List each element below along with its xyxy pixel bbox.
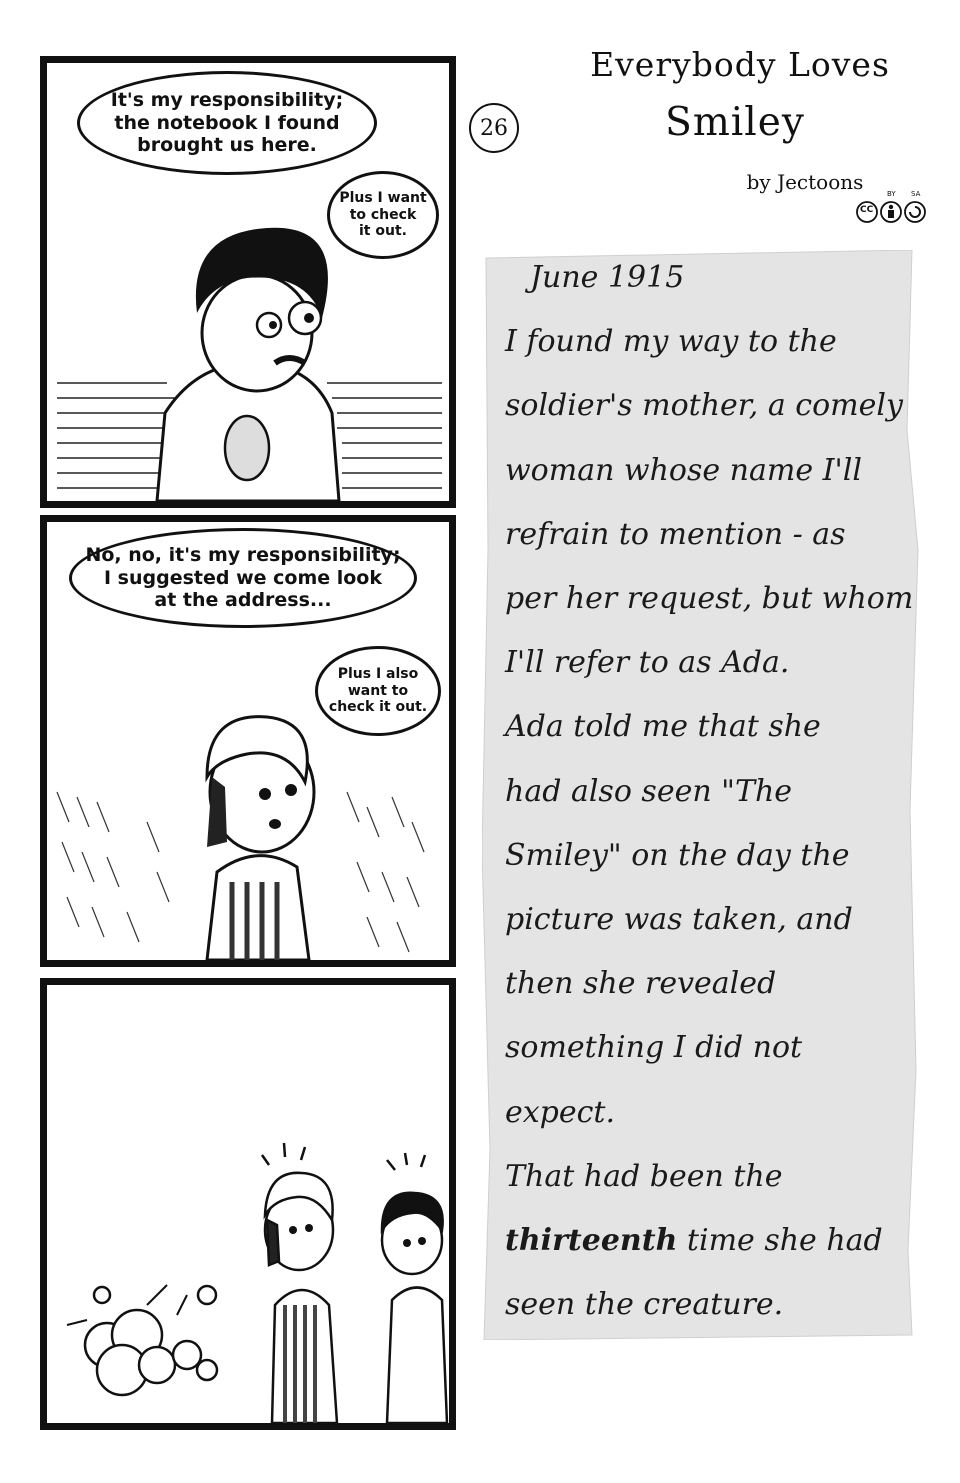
notebook-line: seen the creature. xyxy=(505,1287,784,1323)
notebook-line: expect. xyxy=(505,1094,616,1130)
sa-icon xyxy=(905,202,925,222)
notebook-line: I'll refer to as Ada. xyxy=(505,645,790,681)
page-number-badge xyxy=(469,103,519,153)
speech-bubble-1b xyxy=(327,171,439,259)
notebook-line: June 1915 xyxy=(530,260,685,295)
speech-text: It's my responsibility; the notebook I found brought us here. xyxy=(110,88,344,157)
comic-title-line-2: Smiley xyxy=(665,100,805,145)
emphasis-rest: time she had xyxy=(677,1223,883,1258)
speech-bubble-2b xyxy=(315,646,441,736)
author-byline: by Jectoons xyxy=(746,170,864,194)
notebook-line: then she revealed xyxy=(505,966,777,1002)
speech-bubble-1a xyxy=(77,71,377,175)
notebook-line: woman whose name I'll xyxy=(505,452,862,488)
speech-text: No, no, it's my responsibility; I suggested we come look at the address... xyxy=(85,543,401,612)
cc-label: CC xyxy=(860,205,874,215)
speech-bubble-2a xyxy=(69,528,417,628)
notebook-line: refrain to mention - as xyxy=(505,516,846,552)
speech-text: Plus I want to check it out. xyxy=(339,189,427,240)
license-badge xyxy=(855,190,927,226)
notebook-line: per her request, but whom xyxy=(505,581,914,616)
by-label: BY xyxy=(887,190,896,198)
sa-label: SA xyxy=(911,190,921,198)
notebook-line: soldier's mother, a comely xyxy=(505,388,903,424)
comic-panel-3 xyxy=(40,978,456,1430)
notebook-line: I found my way to the xyxy=(505,324,837,360)
notebook-line: Smiley" on the day the xyxy=(505,837,850,873)
notebook-line: had also seen "The xyxy=(505,773,793,809)
notebook-line: That had been the xyxy=(505,1158,783,1194)
comic-title-line-1: Everybody Loves xyxy=(590,45,890,84)
page-number: 26 xyxy=(480,115,508,141)
notebook-line: Ada told me that she xyxy=(505,709,821,745)
emphasis-word: thirteenth xyxy=(505,1223,678,1258)
notebook-line: something I did not xyxy=(505,1030,803,1066)
notebook-line: picture was taken, and xyxy=(505,902,853,937)
comic-panel-1 xyxy=(40,56,456,508)
notebook-line-emphasis xyxy=(505,1223,883,1258)
comic-panel-2 xyxy=(40,515,456,967)
panel-3-art xyxy=(47,985,449,1423)
speech-text: Plus I also want to check it out. xyxy=(328,665,428,716)
